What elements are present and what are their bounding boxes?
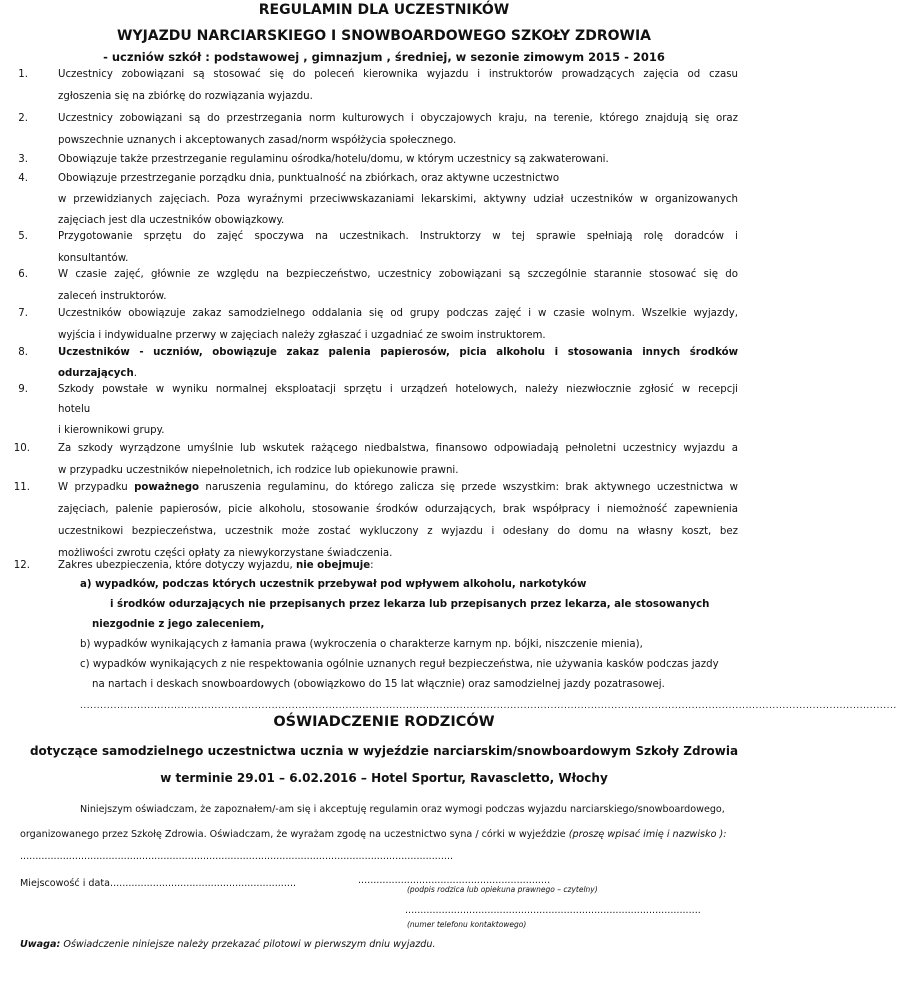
rule-number: 2.	[18, 113, 28, 124]
rule-number: 1.	[18, 69, 28, 80]
rule-6	[18, 266, 738, 305]
rule-text: :	[370, 560, 374, 571]
rule-12	[13, 557, 738, 574]
rule-text: Uczestnicy zobowiązani są do przestrzegania norm kulturowych i obyczajowych kraju, na terenie, którego znajdują się oraz	[58, 113, 738, 124]
place-date-label: Miejscowość i data	[20, 878, 111, 889]
rule-text-bold: nie obejmuje	[295, 560, 371, 571]
rule-text: możliwości zwrotu części opłaty za niewykorzystane świadczenia.	[58, 548, 393, 559]
rule-number: 12.	[13, 560, 30, 571]
rule-text-end: .	[133, 368, 137, 379]
rule-5	[18, 228, 738, 267]
rule-text: naruszenia regulaminu, do którego zalicza się przede wszystkim: brak aktywnego uczestnictwa w	[199, 482, 738, 493]
rule-text-bold: poważnego	[134, 482, 200, 493]
rule-text: i kierownikowi grupy.	[58, 425, 165, 436]
rule-text: powszechnie uznanych i akceptowanych zasad/norm współżycia społecznego.	[58, 135, 457, 146]
rule-text: zajęciach jest dla uczestników obowiązkowy.	[58, 215, 285, 226]
rule-text: wyjścia i indywidualne przerwy w zajęciach należy zgłaszać i uzgadniać ze swoim instruktorem.	[58, 330, 546, 341]
signature-field[interactable]: ...............................................................	[358, 875, 551, 886]
statement-text-line1: Niniejszym oświadczam, że zapoznałem/-am się i akceptuję regulamin oraz wymogi podczas wyjazdu narciarskiego/snowboardowego,	[80, 804, 725, 815]
rule-4	[18, 170, 738, 229]
statement-text: organizowanego przez Szkołę Zdrowia. Oświadczam, że wyrażam zgodę na uczestnictwo syna / córki w wyjeździe	[20, 829, 566, 840]
rule-3	[18, 151, 738, 168]
rule-number: 9.	[18, 384, 28, 395]
exclusion-a-cont: i środków odurzających nie przepisanych przez lekarza lub przepisanych przez lekarza, ale stosowanych	[110, 599, 710, 610]
exclusion-a-cont2: niezgodnie z jego zaleceniem,	[92, 619, 265, 630]
rule-text: Obowiązuje także przestrzeganie regulaminu ośrodka/hotelu/domu, w którym uczestnicy są zakwaterowani.	[58, 154, 609, 165]
rule-7	[18, 305, 738, 344]
rule-text: Zakres ubezpieczenia, które dotyczy wyjazdu,	[58, 560, 296, 571]
note-label: Uwaga:	[20, 939, 61, 950]
rule-number: 3.	[18, 154, 28, 165]
exclusion-b: b) wypadków wynikających z łamania prawa (wykroczenia o charakterze karnym np. bójki, niszczenie mienia),	[80, 639, 643, 650]
rule-number: 7.	[18, 308, 28, 319]
rule-10	[13, 440, 738, 479]
rule-text: Obowiązuje przestrzeganie porządku dnia, punktualność na zbiórkach, oraz aktywne uczestnictwo	[58, 173, 560, 184]
rule-text: Uczestnicy zobowiązani są stosować się do poleceń kierownika wyjazdu i instruktorów prowadzących zajęcia od czasu	[58, 69, 738, 80]
phone-caption: (numer telefonu kontaktowego)	[407, 920, 527, 929]
document-title: REGULAMIN DLA UCZESTNIKÓW	[258, 2, 510, 18]
rule-number: 4.	[18, 173, 28, 184]
rule-text: odurzających	[58, 368, 134, 379]
rule-text: konsultantów.	[58, 253, 129, 264]
statement-text-line2	[20, 829, 727, 840]
child-name-field[interactable]: ..............................................................................................................................................	[20, 851, 454, 862]
rule-text: Uczestników - uczniów, obowiązuje zakaz palenia papierosów, picia alkoholu i stosowania innych środków	[58, 347, 738, 358]
rule-number: 5.	[18, 231, 28, 242]
statement-title: OŚWIADCZENIE RODZICÓW	[273, 714, 495, 730]
rule-text: Uczestników obowiązuje zakaz samodzielnego oddalania się od grupy podczas zajęć i w czasie wolnym. Wszelkie wyjazdy,	[58, 308, 738, 319]
place-date-field[interactable]: .............................................................	[110, 878, 297, 889]
rule-number: 6.	[18, 269, 28, 280]
rule-number: 11.	[13, 482, 30, 493]
separator-dotted-line	[80, 701, 684, 713]
rule-text: Szkody powstałe w wyniku normalnej eksploatacji sprzętu i urządzeń hotelowych, należy niezwłocznie zgłosić w recepcji	[58, 384, 738, 395]
rule-text: zajęciach, palenie papierosów, picie alkoholu, stosowanie środków odurzających, brak współpracy i niemożność zapewnienia	[58, 504, 738, 515]
signature-caption: (podpis rodzica lub opiekuna prawnego – czytelny)	[407, 885, 598, 894]
rule-text: hotelu	[58, 404, 91, 415]
rule-text: zaleceń instruktorów.	[58, 291, 167, 302]
exclusion-a: a) wypadków, podczas których uczestnik przebywał pod wpływem alkoholu, narkotyków	[80, 579, 587, 590]
rule-2	[18, 110, 738, 149]
phone-field[interactable]: .................................................................................................	[405, 905, 701, 916]
rule-number: 10.	[13, 443, 30, 454]
rule-text: w przewidzianych zajęciach. Poza wyraźnymi przeciwwskazaniami lekarskimi, aktywny udział uczestników w organizowanych	[58, 194, 738, 205]
note-text: Oświadczenie niniejsze należy przekazać pilotowi w pierwszym dniu wyjazdu.	[60, 939, 436, 950]
rule-11	[13, 479, 738, 562]
place-date-row	[20, 878, 297, 889]
rule-text: zgłoszenia się na zbiórkę do rozwiązania wyjazdu.	[58, 91, 313, 102]
rule-text: w przypadku uczestników niepełnoletnich, ich rodzice lub opiekunowie prawni.	[58, 465, 459, 476]
rule-number: 8.	[18, 347, 28, 358]
rule-text: Za szkody wyrządzone umyślnie lub wskutek rażącego niedbalstwa, finansowo odpowiadają pełnoletni uczestnicy wyjazdu a	[58, 443, 738, 454]
document-subtitle: - uczniów szkół : podstawowej , gimnazjum , średniej, w sezonie zimowym 2015 - 2016	[103, 50, 665, 64]
exclusion-c-cont: na nartach i deskach snowboardowych (obowiązkowo do 15 lat włącznie) oraz samodzielnej jazdy pozatrasowej.	[92, 679, 665, 690]
statement-date-location: w terminie 29.01 – 6.02.2016 – Hotel Sportur, Ravascletto, Włochy	[160, 771, 608, 785]
note	[20, 939, 436, 950]
rule-8	[18, 344, 738, 382]
statement-subtitle: dotyczące samodzielnego uczestnictwa ucznia w wyjeździe narciarskim/snowboardowym Szkoły Zdrowia	[29, 744, 739, 758]
rule-text: Przygotowanie sprzętu do zajęć spoczywa na uczestnikach. Instruktorzy w tej sprawie spełniają rolę doradców i	[58, 231, 738, 242]
rule-text: uczestnikowi bezpieczeństwa, uczestnik może zostać wykluczony z wyjazdu i odesłany do domu na własny koszt, bez	[58, 526, 738, 537]
rule-1	[18, 66, 738, 105]
statement-instruction: (proszę wpisać imię i nazwisko ):	[568, 829, 727, 840]
rule-9	[18, 381, 738, 439]
rule-text: W przypadku	[58, 482, 135, 493]
exclusion-c: c) wypadków wynikających z nie respektowania ogólnie uznanych reguł bezpieczeństwa, nie używania kasków podczas jazdy	[80, 659, 719, 670]
document-title-line2: WYJAZDU NARCIARSKIEGO I SNOWBOARDOWEGO SZKOŁY ZDROWIA	[117, 28, 651, 44]
rule-text: W czasie zajęć, głównie ze względu na bezpieczeństwo, uczestnicy zobowiązani są szczególnie starannie stosować się do	[58, 269, 738, 280]
